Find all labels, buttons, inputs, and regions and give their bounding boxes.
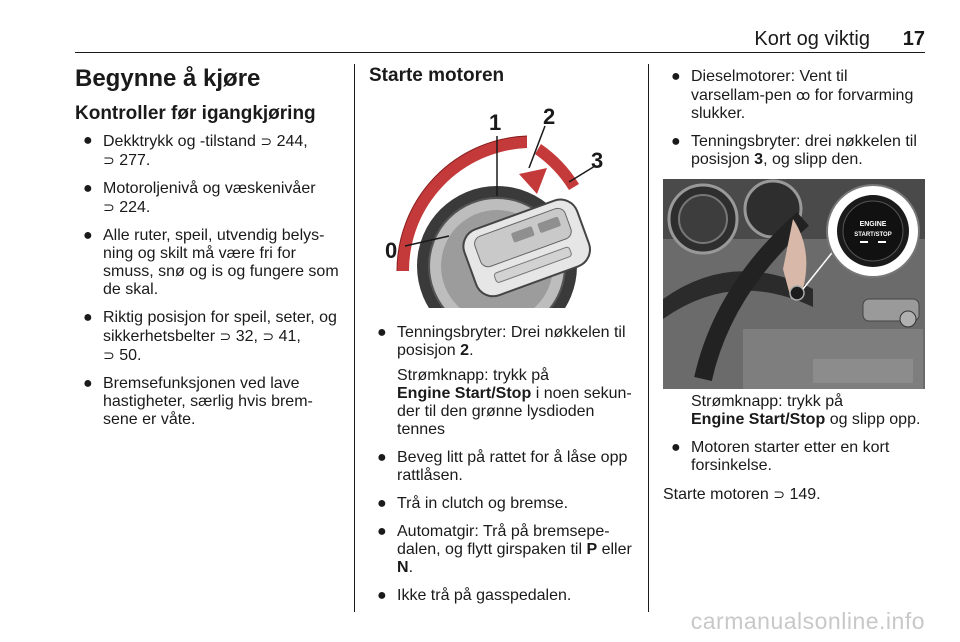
column-3 xyxy=(663,68,925,504)
list-item: ● Motoren starter etter en kort forsinkelse. xyxy=(671,439,890,474)
list-item: ● Dieselmotorer: Vent til varsellam-pen ꝏ for forvarming slukker. xyxy=(671,68,914,122)
ignition-key-figure xyxy=(369,96,635,308)
start-stop-button-label: START/STOP xyxy=(854,232,892,238)
column-2 xyxy=(369,64,635,615)
bullet-icon: ● xyxy=(377,523,387,540)
bullet-icon: ● xyxy=(671,439,681,456)
list-item: ● Dekktrykk og -tilstand ⊃ 244, ⊃ 277. xyxy=(83,132,308,169)
list-item: ● Bremsefunksjonen ved lave hastigheter, særlig hvis brem-sene er våte. xyxy=(83,375,313,428)
page-ref-icon[interactable]: ⊃ xyxy=(103,152,115,168)
engine-start-list xyxy=(663,68,925,169)
engine-start-list-continued xyxy=(663,393,925,475)
bullet-icon: ● xyxy=(377,495,387,512)
engine-button-label: ENGINE xyxy=(859,221,887,228)
bullet-icon: ● xyxy=(671,68,681,85)
glow-plug-icon: ꝏ xyxy=(795,87,811,103)
bullet-icon: ● xyxy=(83,132,93,149)
list-item-subtext: Strømknapp: trykk på Engine Start/Stop og slipp opp. xyxy=(691,393,921,428)
page-ref-icon[interactable]: ⊃ xyxy=(219,328,232,344)
list-item: ● Beveg litt på rattet for å låse opp rattlåsen. xyxy=(377,449,628,484)
cross-reference: Starte motoren ⊃ 149. xyxy=(663,486,821,503)
bullet-icon: ● xyxy=(671,133,681,150)
bullet-icon: ● xyxy=(83,309,93,326)
position-0-label: 0 xyxy=(385,238,398,263)
list-item: ● Tenningsbryter: Drei nøkkelen til posisjon 2. Strømknapp: trykk på Engine Start/Stop i noen sekun-der til den grønne lysdioden tennes xyxy=(369,324,635,439)
page-ref-icon[interactable]: ⊃ xyxy=(262,328,275,344)
list-item: ● Automatgir: Trå på bremsepe-dalen, og flytt girspaken til P eller N. xyxy=(377,523,632,576)
bullet-icon: ● xyxy=(83,227,93,244)
position-3-label: 3 xyxy=(591,148,604,173)
bullet-icon: ● xyxy=(377,449,387,466)
list-item: ● Motoroljenivå og væskenivåer ⊃ 224. xyxy=(83,180,316,216)
bullet-icon: ● xyxy=(83,375,93,392)
position-2-label: 2 xyxy=(543,104,556,129)
section-heading: Starte motoren xyxy=(369,65,505,86)
watermark: carmanualsonline.info xyxy=(690,608,925,634)
column-divider xyxy=(648,64,649,612)
page-number: 17 xyxy=(902,28,925,50)
chapter-title: Kort og viktig xyxy=(754,28,870,50)
list-item: ● Ikke trå på gasspedalen. xyxy=(377,587,572,604)
list-item: ● Tenningsbryter: drei nøkkelen til posisjon 3, og slipp den. xyxy=(671,133,917,168)
bullet-icon: ● xyxy=(377,324,387,341)
bullet-icon: ● xyxy=(83,180,93,197)
list-item: ● Trå in clutch og bremse. xyxy=(377,495,569,512)
section-subheading: Kontroller før igangkjøring xyxy=(75,103,316,124)
page-ref-icon[interactable]: ⊃ xyxy=(103,347,115,363)
page-header xyxy=(75,26,925,53)
column-1 xyxy=(75,64,343,439)
start-steps-list xyxy=(369,324,635,605)
list-item: ● Alle ruter, speil, utvendig belys-ning og skilt må være fri for smuss, snø og is og fungere som de skal. xyxy=(83,227,339,298)
page-ref-icon[interactable]: ⊃ xyxy=(773,486,786,502)
page-ref-icon[interactable]: ⊃ xyxy=(260,133,273,149)
position-1-label: 1 xyxy=(489,110,502,135)
bullet-icon: ● xyxy=(377,587,387,604)
dashboard-figure xyxy=(663,179,925,389)
section-heading: Begynne å kjøre xyxy=(75,65,261,92)
page-ref-icon[interactable]: ⊃ xyxy=(103,199,115,215)
checklist xyxy=(75,132,343,429)
list-item: ● Riktig posisjon for speil, seter, og sikkerhetsbelter ⊃ 32, ⊃ 41, ⊃ 50. xyxy=(83,309,337,364)
list-item-subtext: Strømknapp: trykk på Engine Start/Stop i noen sekun-der til den grønne lysdioden tennes xyxy=(397,367,632,438)
column-divider xyxy=(354,64,355,612)
